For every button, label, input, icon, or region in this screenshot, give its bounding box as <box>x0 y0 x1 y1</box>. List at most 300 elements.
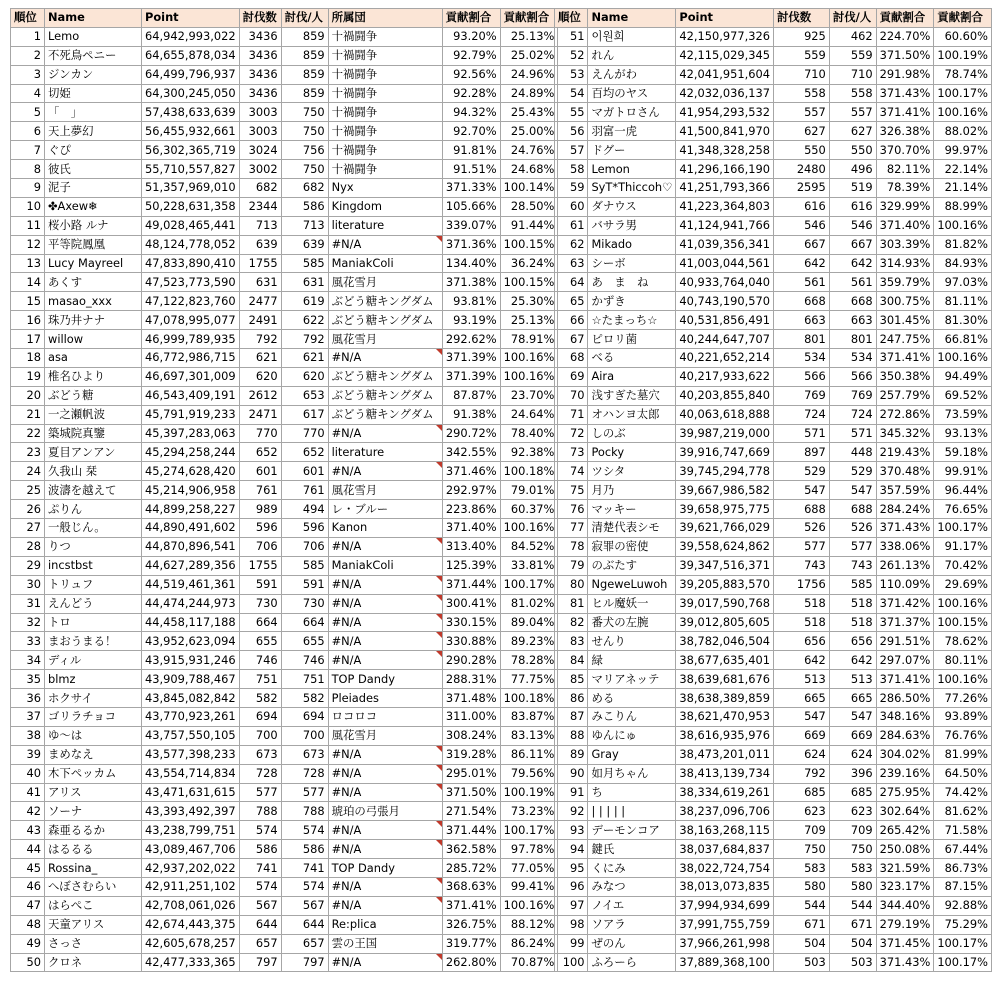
cell-contribution-2: 77.75% <box>500 670 558 689</box>
cell-rank: 17 <box>11 330 45 349</box>
cell-contribution-1: 371.36% <box>442 235 500 254</box>
cell-kills-per-person: 544 <box>829 896 876 915</box>
cell-kills-per-person: 713 <box>281 216 328 235</box>
cell-contribution-1: 371.38% <box>442 273 500 292</box>
cell-kills: 561 <box>773 273 829 292</box>
cell-name: 平等院鳳凰 <box>45 235 142 254</box>
cell-kills-per-person: 761 <box>281 481 328 500</box>
table-row <box>555 802 992 821</box>
cell-kills: 989 <box>239 500 281 519</box>
cell-rank: 46 <box>11 877 45 896</box>
cell-rank: 88 <box>555 726 588 745</box>
cell-contribution-2: 92.38% <box>500 443 558 462</box>
cell-contribution-2: 94.49% <box>934 367 992 386</box>
cell-name: べる <box>588 349 676 368</box>
cell-kills-per-person: 561 <box>829 273 876 292</box>
cell-rank: 6 <box>11 122 45 141</box>
cell-rank: 79 <box>555 556 588 575</box>
cell-contribution-1: 371.41% <box>442 896 500 915</box>
cell-kills-per-person: 504 <box>829 934 876 953</box>
cell-kills-per-person: 724 <box>829 405 876 424</box>
cell-kills: 557 <box>773 103 829 122</box>
cell-contribution-2: 79.56% <box>500 764 558 783</box>
cell-name: ソアラ <box>588 915 676 934</box>
cell-kills: 547 <box>773 481 829 500</box>
cell-group: literature <box>328 216 442 235</box>
table-row <box>11 821 558 840</box>
cell-kills-per-person: 685 <box>829 783 876 802</box>
cell-kills: 897 <box>773 443 829 462</box>
cell-rank: 43 <box>11 821 45 840</box>
cell-contribution-1: 371.44% <box>442 821 500 840</box>
cell-name: ジンカン <box>45 65 142 84</box>
cell-kills-per-person: 494 <box>281 500 328 519</box>
cell-contribution-1: 134.40% <box>442 254 500 273</box>
cell-point: 41,296,166,190 <box>676 160 774 179</box>
cell-point: 40,063,618,888 <box>676 405 774 424</box>
cell-rank: 86 <box>555 689 588 708</box>
cell-point: 42,032,036,137 <box>676 84 774 103</box>
cell-contribution-1: 224.70% <box>876 27 934 46</box>
cell-kills: 631 <box>239 273 281 292</box>
cell-name: 鍵氏 <box>588 840 676 859</box>
cell-point: 38,638,389,859 <box>676 689 774 708</box>
table-row <box>11 556 558 575</box>
cell-name: オハンヨ太郎 <box>588 405 676 424</box>
cell-point: 45,274,628,420 <box>142 462 240 481</box>
table-row <box>11 386 558 405</box>
cell-contribution-1: 78.39% <box>876 179 934 198</box>
cell-kills-per-person: 656 <box>829 632 876 651</box>
table-row <box>555 877 992 896</box>
cell-contribution-2: 100.15% <box>934 613 992 632</box>
cell-kills-per-person: 743 <box>829 556 876 575</box>
cell-group: 風花雪月 <box>328 481 442 500</box>
cell-point: 41,223,364,803 <box>676 197 774 216</box>
table-row <box>555 689 992 708</box>
cell-kills: 504 <box>773 934 829 953</box>
cell-rank: 81 <box>555 594 588 613</box>
cell-point: 42,708,061,026 <box>142 896 240 915</box>
table-row <box>11 783 558 802</box>
cell-kills-per-person: 694 <box>281 707 328 726</box>
cell-contribution-2: 100.17% <box>934 519 992 538</box>
cell-kills-per-person: 730 <box>281 594 328 613</box>
table-row <box>555 500 992 519</box>
cell-kills: 559 <box>773 46 829 65</box>
cell-kills: 751 <box>239 670 281 689</box>
cell-group: TOP Dandy <box>328 670 442 689</box>
cell-rank: 62 <box>555 235 588 254</box>
cell-group: ぶどう糖キングダム <box>328 367 442 386</box>
cell-point: 47,122,823,760 <box>142 292 240 311</box>
cell-contribution-2: 88.99% <box>934 197 992 216</box>
cell-rank: 61 <box>555 216 588 235</box>
cell-name: 天上夢幻 <box>45 122 142 141</box>
cell-contribution-2: 100.17% <box>500 821 558 840</box>
cell-point: 43,577,398,233 <box>142 745 240 764</box>
cell-contribution-2: 28.50% <box>500 197 558 216</box>
cell-contribution-2: 24.96% <box>500 65 558 84</box>
cell-contribution-1: 368.63% <box>442 877 500 896</box>
cell-kills: 746 <box>239 651 281 670</box>
cell-name: しのぶ <box>588 424 676 443</box>
cell-name: あ ま ね <box>588 273 676 292</box>
cell-name: ソーナ <box>45 802 142 821</box>
cell-group: #N/A <box>328 877 442 896</box>
cell-rank: 73 <box>555 443 588 462</box>
cell-kills: 788 <box>239 802 281 821</box>
cell-rank: 42 <box>11 802 45 821</box>
cell-point: 64,655,878,034 <box>142 46 240 65</box>
cell-kills: 797 <box>239 953 281 972</box>
table-row <box>11 859 558 878</box>
table-row <box>555 311 992 330</box>
cell-rank: 92 <box>555 802 588 821</box>
cell-contribution-2: 86.24% <box>500 934 558 953</box>
ranking-table-left <box>10 8 558 972</box>
cell-group: #N/A <box>328 840 442 859</box>
cell-contribution-2: 81.11% <box>934 292 992 311</box>
cell-name: トロ <box>45 613 142 632</box>
table-row <box>555 179 992 198</box>
cell-point: 47,523,773,590 <box>142 273 240 292</box>
cell-rank: 22 <box>11 424 45 443</box>
table-row <box>11 519 558 538</box>
cell-group: #N/A <box>328 235 442 254</box>
cell-contribution-2: 100.19% <box>934 46 992 65</box>
cell-name: 桜小路 ルナ <box>45 216 142 235</box>
cell-rank: 44 <box>11 840 45 859</box>
cell-name: incstbst <box>45 556 142 575</box>
table-row <box>555 821 992 840</box>
cell-name: トリュフ <box>45 575 142 594</box>
cell-kills-per-person: 728 <box>281 764 328 783</box>
cell-point: 41,348,328,258 <box>676 141 774 160</box>
cell-group: Pleiades <box>328 689 442 708</box>
cell-contribution-2: 60.60% <box>934 27 992 46</box>
cell-contribution-2: 97.78% <box>500 840 558 859</box>
cell-contribution-1: 357.59% <box>876 481 934 500</box>
cell-kills: 644 <box>239 915 281 934</box>
table-row <box>555 840 992 859</box>
cell-name: アリス <box>45 783 142 802</box>
cell-point: 41,251,793,366 <box>676 179 774 198</box>
table-row <box>11 689 558 708</box>
cell-point: 42,115,029,345 <box>676 46 774 65</box>
cell-kills: 750 <box>773 840 829 859</box>
cell-point: 40,244,647,707 <box>676 330 774 349</box>
cell-contribution-2: 81.62% <box>934 802 992 821</box>
cell-name: 寂罪の密使 <box>588 537 676 556</box>
cell-contribution-1: 313.40% <box>442 537 500 556</box>
cell-point: 43,757,550,105 <box>142 726 240 745</box>
cell-name: Lemon <box>588 160 676 179</box>
cell-point: 44,458,117,188 <box>142 613 240 632</box>
cell-kills: 596 <box>239 519 281 538</box>
cell-kills: 655 <box>239 632 281 651</box>
cell-name: SyT*Thiccoh♡ <box>588 179 676 198</box>
cell-kills-per-person: 746 <box>281 651 328 670</box>
table-row <box>555 745 992 764</box>
cell-group: 雲の王国 <box>328 934 442 953</box>
cell-point: 43,089,467,706 <box>142 840 240 859</box>
cell-kills: 792 <box>239 330 281 349</box>
cell-point: 55,710,557,827 <box>142 160 240 179</box>
cell-kills: 3436 <box>239 84 281 103</box>
cell-point: 42,674,443,375 <box>142 915 240 934</box>
cell-kills-per-person: 396 <box>829 764 876 783</box>
cell-group: 十禍闘争 <box>328 141 442 160</box>
header-group: 所属団 <box>328 9 442 28</box>
cell-contribution-1: 291.51% <box>876 632 934 651</box>
table-row <box>11 405 558 424</box>
cell-group: TOP Dandy <box>328 859 442 878</box>
cell-contribution-2: 78.28% <box>500 651 558 670</box>
cell-point: 42,605,678,257 <box>142 934 240 953</box>
cell-contribution-1: 92.28% <box>442 84 500 103</box>
table-row <box>555 915 992 934</box>
cell-group: Re:plica <box>328 915 442 934</box>
cell-kills-per-person: 644 <box>281 915 328 934</box>
cell-rank: 29 <box>11 556 45 575</box>
cell-name: 百均のヤス <box>588 84 676 103</box>
cell-kills: 544 <box>773 896 829 915</box>
cell-contribution-2: 25.30% <box>500 292 558 311</box>
cell-kills-per-person: 496 <box>829 160 876 179</box>
cell-group: ManiakColi <box>328 556 442 575</box>
cell-contribution-1: 300.75% <box>876 292 934 311</box>
cell-group: 十禍闘争 <box>328 65 442 84</box>
cell-contribution-1: 288.31% <box>442 670 500 689</box>
cell-rank: 98 <box>555 915 588 934</box>
cell-point: 39,205,883,570 <box>676 575 774 594</box>
cell-contribution-2: 24.68% <box>500 160 558 179</box>
cell-point: 40,933,764,040 <box>676 273 774 292</box>
table-row <box>11 537 558 556</box>
table-row <box>555 405 992 424</box>
cell-contribution-2: 100.16% <box>934 103 992 122</box>
cell-contribution-2: 86.11% <box>500 745 558 764</box>
cell-group: #N/A <box>328 349 442 368</box>
table-row <box>11 424 558 443</box>
cell-kills: 571 <box>773 424 829 443</box>
cell-point: 64,942,993,022 <box>142 27 240 46</box>
cell-contribution-2: 24.76% <box>500 141 558 160</box>
cell-contribution-1: 339.07% <box>442 216 500 235</box>
cell-point: 41,124,941,766 <box>676 216 774 235</box>
cell-kills-per-person: 448 <box>829 443 876 462</box>
cell-contribution-1: 371.43% <box>876 519 934 538</box>
cell-group: #N/A <box>328 632 442 651</box>
cell-point: 49,028,465,441 <box>142 216 240 235</box>
cell-contribution-2: 25.00% <box>500 122 558 141</box>
cell-rank: 80 <box>555 575 588 594</box>
cell-contribution-1: 362.58% <box>442 840 500 859</box>
table-row <box>11 651 558 670</box>
cell-name: ち <box>588 783 676 802</box>
cell-point: 39,745,294,778 <box>676 462 774 481</box>
cell-point: 44,627,289,356 <box>142 556 240 575</box>
table-row <box>555 141 992 160</box>
cell-contribution-2: 93.89% <box>934 707 992 726</box>
table-row <box>11 840 558 859</box>
table-row <box>555 46 992 65</box>
table-row <box>11 254 558 273</box>
cell-point: 38,163,268,115 <box>676 821 774 840</box>
cell-kills: 668 <box>773 292 829 311</box>
cell-name: ふろーら <box>588 953 676 972</box>
cell-contribution-1: 272.86% <box>876 405 934 424</box>
cell-contribution-1: 301.45% <box>876 311 934 330</box>
cell-kills: 627 <box>773 122 829 141</box>
cell-name: NgeweLuwoh <box>588 575 676 594</box>
cell-group: ぶどう糖キングダム <box>328 405 442 424</box>
cell-rank: 56 <box>555 122 588 141</box>
cell-kills-per-person: 710 <box>829 65 876 84</box>
cell-group: Kanon <box>328 519 442 538</box>
cell-kills-per-person: 859 <box>281 46 328 65</box>
cell-group: 十禍闘争 <box>328 103 442 122</box>
cell-kills-per-person: 750 <box>829 840 876 859</box>
cell-name: ゆ〜は <box>45 726 142 745</box>
cell-group: 十禍闘争 <box>328 122 442 141</box>
cell-kills-per-person: 546 <box>829 216 876 235</box>
cell-contribution-2: 86.73% <box>934 859 992 878</box>
cell-rank: 34 <box>11 651 45 670</box>
cell-kills-per-person: 585 <box>829 575 876 594</box>
cell-point: 43,238,799,751 <box>142 821 240 840</box>
cell-kills: 685 <box>773 783 829 802</box>
cell-rank: 75 <box>555 481 588 500</box>
cell-point: 38,013,073,835 <box>676 877 774 896</box>
table-row <box>555 292 992 311</box>
cell-name: ディル <box>45 651 142 670</box>
cell-kills-per-person: 770 <box>281 424 328 443</box>
cell-contribution-1: 323.17% <box>876 877 934 896</box>
cell-name: 泥子 <box>45 179 142 198</box>
cell-contribution-2: 81.02% <box>500 594 558 613</box>
header-contribution-1: 貢献割合 <box>876 9 934 28</box>
cell-group: 十禍闘争 <box>328 160 442 179</box>
cell-contribution-2: 83.13% <box>500 726 558 745</box>
cell-rank: 23 <box>11 443 45 462</box>
table-row <box>555 556 992 575</box>
cell-name: 이원희 <box>588 27 676 46</box>
cell-rank: 63 <box>555 254 588 273</box>
table-row <box>555 216 992 235</box>
table-row <box>555 462 992 481</box>
cell-rank: 52 <box>555 46 588 65</box>
table-row <box>11 141 558 160</box>
cell-name: 不死鳥ペニー <box>45 46 142 65</box>
table-row <box>11 594 558 613</box>
cell-group: ManiakColi <box>328 254 442 273</box>
table-row <box>11 575 558 594</box>
cell-kills: 3436 <box>239 27 281 46</box>
cell-kills: 669 <box>773 726 829 745</box>
cell-kills-per-person: 503 <box>829 953 876 972</box>
cell-point: 42,937,202,022 <box>142 859 240 878</box>
cell-kills-per-person: 526 <box>829 519 876 538</box>
table-row <box>555 537 992 556</box>
cell-name: ゴリラチョコ <box>45 707 142 726</box>
cell-point: 42,911,251,102 <box>142 877 240 896</box>
cell-contribution-2: 70.42% <box>934 556 992 575</box>
cell-point: 39,916,747,669 <box>676 443 774 462</box>
cell-kills: 547 <box>773 707 829 726</box>
cell-kills-per-person: 577 <box>829 537 876 556</box>
cell-group: 風花雪月 <box>328 726 442 745</box>
cell-kills: 2471 <box>239 405 281 424</box>
cell-point: 44,870,896,541 <box>142 537 240 556</box>
cell-name: 清楚代表シモ <box>588 519 676 538</box>
cell-point: 40,203,855,840 <box>676 386 774 405</box>
cell-kills-per-person: 700 <box>281 726 328 745</box>
cell-contribution-1: 371.37% <box>876 613 934 632</box>
cell-kills-per-person: 567 <box>281 896 328 915</box>
cell-kills: 792 <box>773 764 829 783</box>
cell-rank: 14 <box>11 273 45 292</box>
cell-rank: 39 <box>11 745 45 764</box>
cell-contribution-1: 359.79% <box>876 273 934 292</box>
cell-kills-per-person: 616 <box>829 197 876 216</box>
table-row <box>11 500 558 519</box>
cell-kills: 682 <box>239 179 281 198</box>
cell-rank: 37 <box>11 707 45 726</box>
cell-kills: 2595 <box>773 179 829 198</box>
cell-group: ぶどう糖キングダム <box>328 311 442 330</box>
table-row <box>555 386 992 405</box>
cell-point: 43,471,631,615 <box>142 783 240 802</box>
cell-contribution-1: 297.07% <box>876 651 934 670</box>
cell-kills: 667 <box>773 235 829 254</box>
cell-rank: 70 <box>555 386 588 405</box>
cell-point: 40,531,856,491 <box>676 311 774 330</box>
cell-kills: 657 <box>239 934 281 953</box>
cell-group: #N/A <box>328 613 442 632</box>
cell-kills: 706 <box>239 537 281 556</box>
cell-contribution-1: 219.43% <box>876 443 934 462</box>
cell-rank: 65 <box>555 292 588 311</box>
cell-name: はるるる <box>45 840 142 859</box>
cell-rank: 15 <box>11 292 45 311</box>
cell-contribution-1: 370.48% <box>876 462 934 481</box>
table-row <box>555 160 992 179</box>
cell-rank: 7 <box>11 141 45 160</box>
cell-kills: 652 <box>239 443 281 462</box>
cell-rank: 78 <box>555 537 588 556</box>
cell-kills: 577 <box>773 537 829 556</box>
cell-name: masao_xxx <box>45 292 142 311</box>
cell-kills: 518 <box>773 594 829 613</box>
cell-contribution-2: 100.16% <box>500 367 558 386</box>
cell-contribution-2: 100.18% <box>500 689 558 708</box>
cell-name: ぜのん <box>588 934 676 953</box>
cell-name: シーボ <box>588 254 676 273</box>
cell-rank: 90 <box>555 764 588 783</box>
table-row <box>555 27 992 46</box>
cell-rank: 76 <box>555 500 588 519</box>
cell-contribution-1: 105.66% <box>442 197 500 216</box>
cell-contribution-2: 73.59% <box>934 405 992 424</box>
cell-point: 47,078,995,077 <box>142 311 240 330</box>
cell-kills-per-person: 792 <box>281 330 328 349</box>
cell-kills: 550 <box>773 141 829 160</box>
cell-name: ピロリ菌 <box>588 330 676 349</box>
cell-kills-per-person: 663 <box>829 311 876 330</box>
cell-kills-per-person: 586 <box>281 840 328 859</box>
